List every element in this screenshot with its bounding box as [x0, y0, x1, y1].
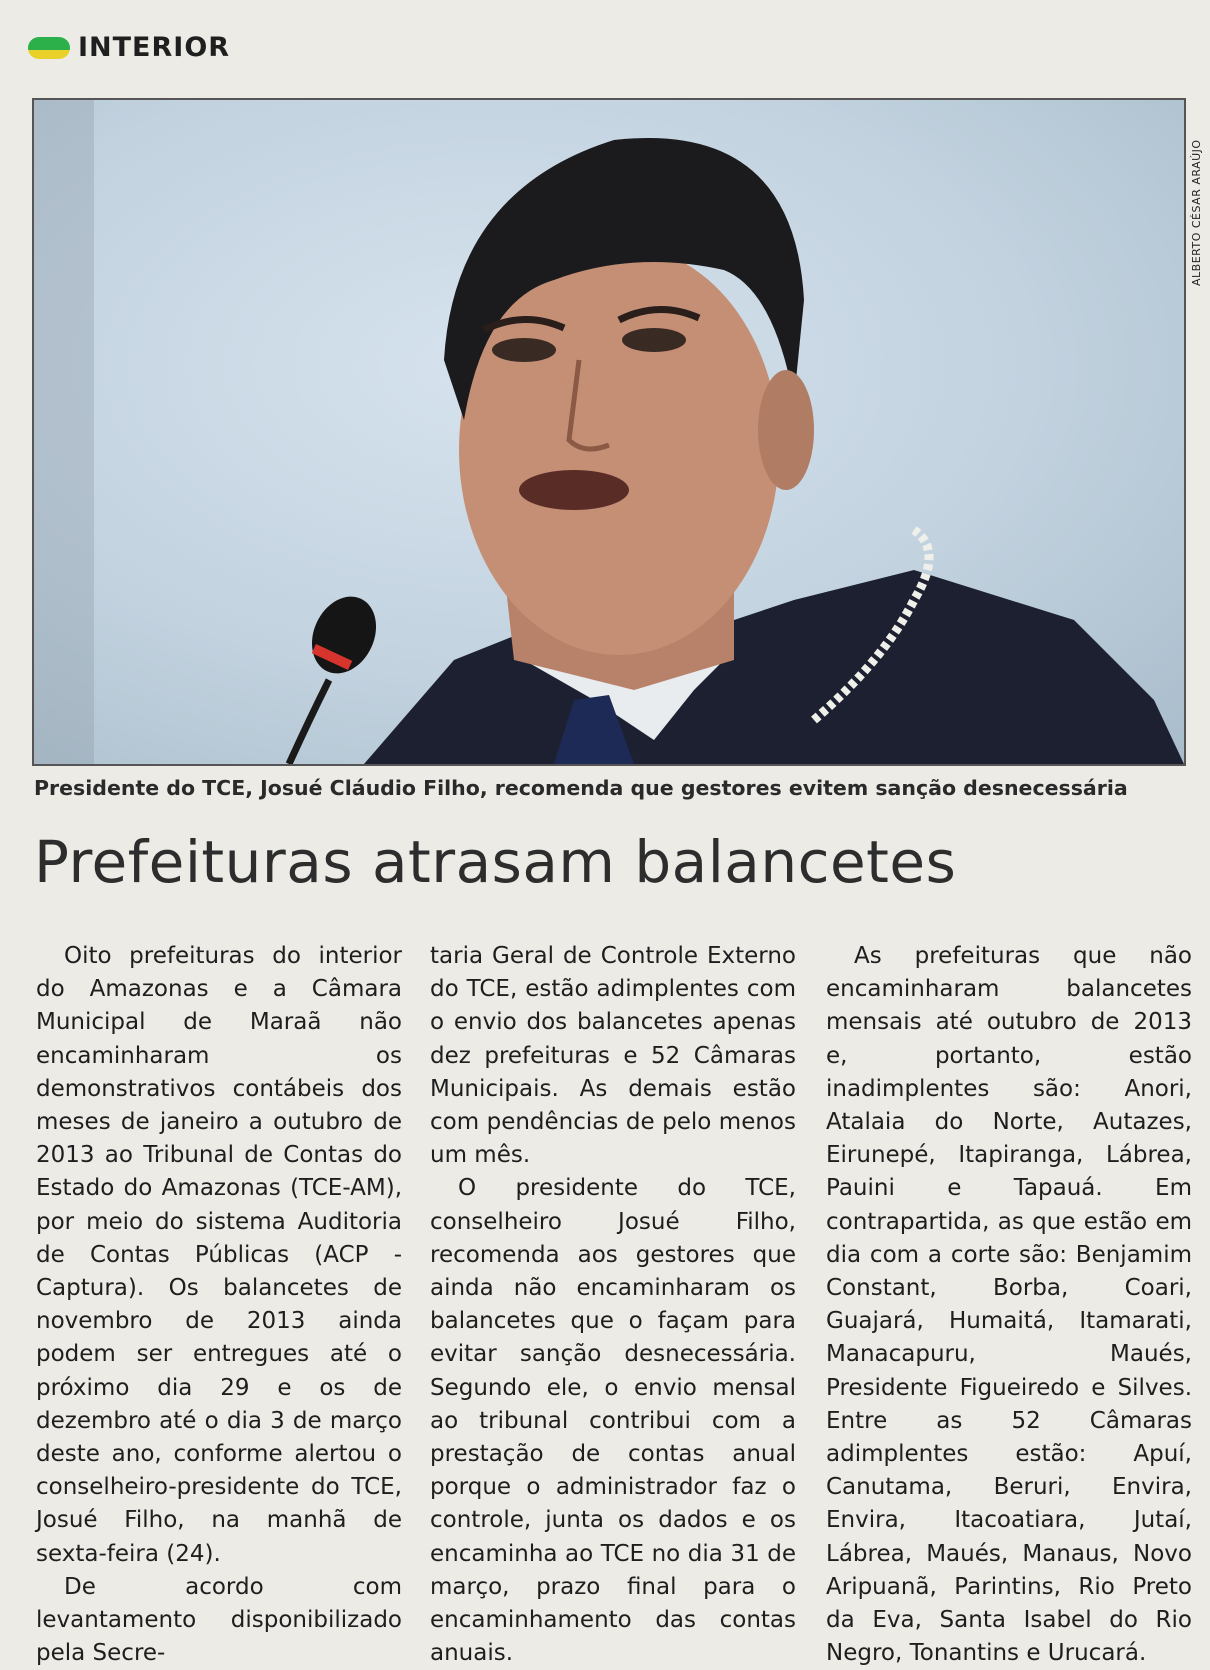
speaker-portrait-illustration: [34, 100, 1184, 764]
photo-caption: Presidente do TCE, Josué Cláudio Filho, recomenda que gestores evitem sanção desnecessária: [34, 776, 1128, 800]
article-photo: [32, 98, 1186, 766]
article-column-2: [430, 940, 796, 1670]
article-body: [36, 940, 1192, 1667]
paragraph: O presidente do TCE, conselheiro Josué Filho, recomenda aos gestores que ainda não encaminharam os balancetes que o façam para evitar sanção desnecessária. Segundo ele, o envio mensal ao tribunal contribui com a prestação de contas anual porque o administrador faz o controle, junta os dados e os encaminha ao TCE no dia 31 de março, prazo final para o encaminhamento das contas anuais.: [430, 1175, 796, 1667]
paragraph: Oito prefeituras do interior do Amazonas e a Câmara Municipal de Maraã não encaminharam os demonstrativos contábeis dos meses de janeiro a outubro de 2013 ao Tribunal de Contas do Estado do Amazonas (TCE-AM), por meio do sistema Auditoria de Contas Públicas (ACP - Captura). Os balancetes de novembro de 2013 ainda podem ser entregues até o próximo dia 29 e os de dezembro até o dia 3 de março deste ano, conforme alertou o conselheiro-presidente do TCE, Josué Filho, na manhã de sexta-feira (24).: [36, 943, 402, 1567]
article-column-1: [36, 940, 402, 1670]
paragraph: As prefeituras que não encaminharam balancetes mensais até outubro de 2013 e, portanto, estão inadimplentes são: Anori, Atalaia do Norte, Autazes, Eirunepé, Itapiranga, Lábrea, Pauini e Tapauá. Em contrapartida, as que estão em dia com a corte são: Benjamim Constant, Borba, Coari, Guajará, Humaitá, Itamarati, Manacapuru, Maués, Presidente Figueiredo e Silves. Entre as 52 Câmaras adimplentes estão: Apuí, Canutama, Beruri, Envira, Envira, Itacoatiara, Jutaí, Lábrea, Maués, Manaus, Novo Aripuanã, Parintins, Rio Preto da Eva, Santa Isabel do Rio Negro, Tonantins e Urucará.: [826, 943, 1192, 1667]
photo-credit: ALBERTO CÉSAR ARAÚJO: [1190, 139, 1203, 286]
section-marker-icon: [28, 37, 70, 59]
section-label: INTERIOR: [78, 32, 231, 63]
paragraph: taria Geral de Controle Externo do TCE, estão adimplentes com o envio dos balancetes apenas dez prefeituras e 52 Câmaras Municipais. As demais estão com pendências de pelo menos um mês.: [430, 943, 796, 1169]
section-header: [28, 32, 230, 63]
article-headline: Prefeituras atrasam balancetes: [34, 828, 957, 896]
article-column-3: [826, 940, 1192, 1670]
paragraph: De acordo com levantamento disponibilizado pela Secre-: [36, 1573, 402, 1667]
